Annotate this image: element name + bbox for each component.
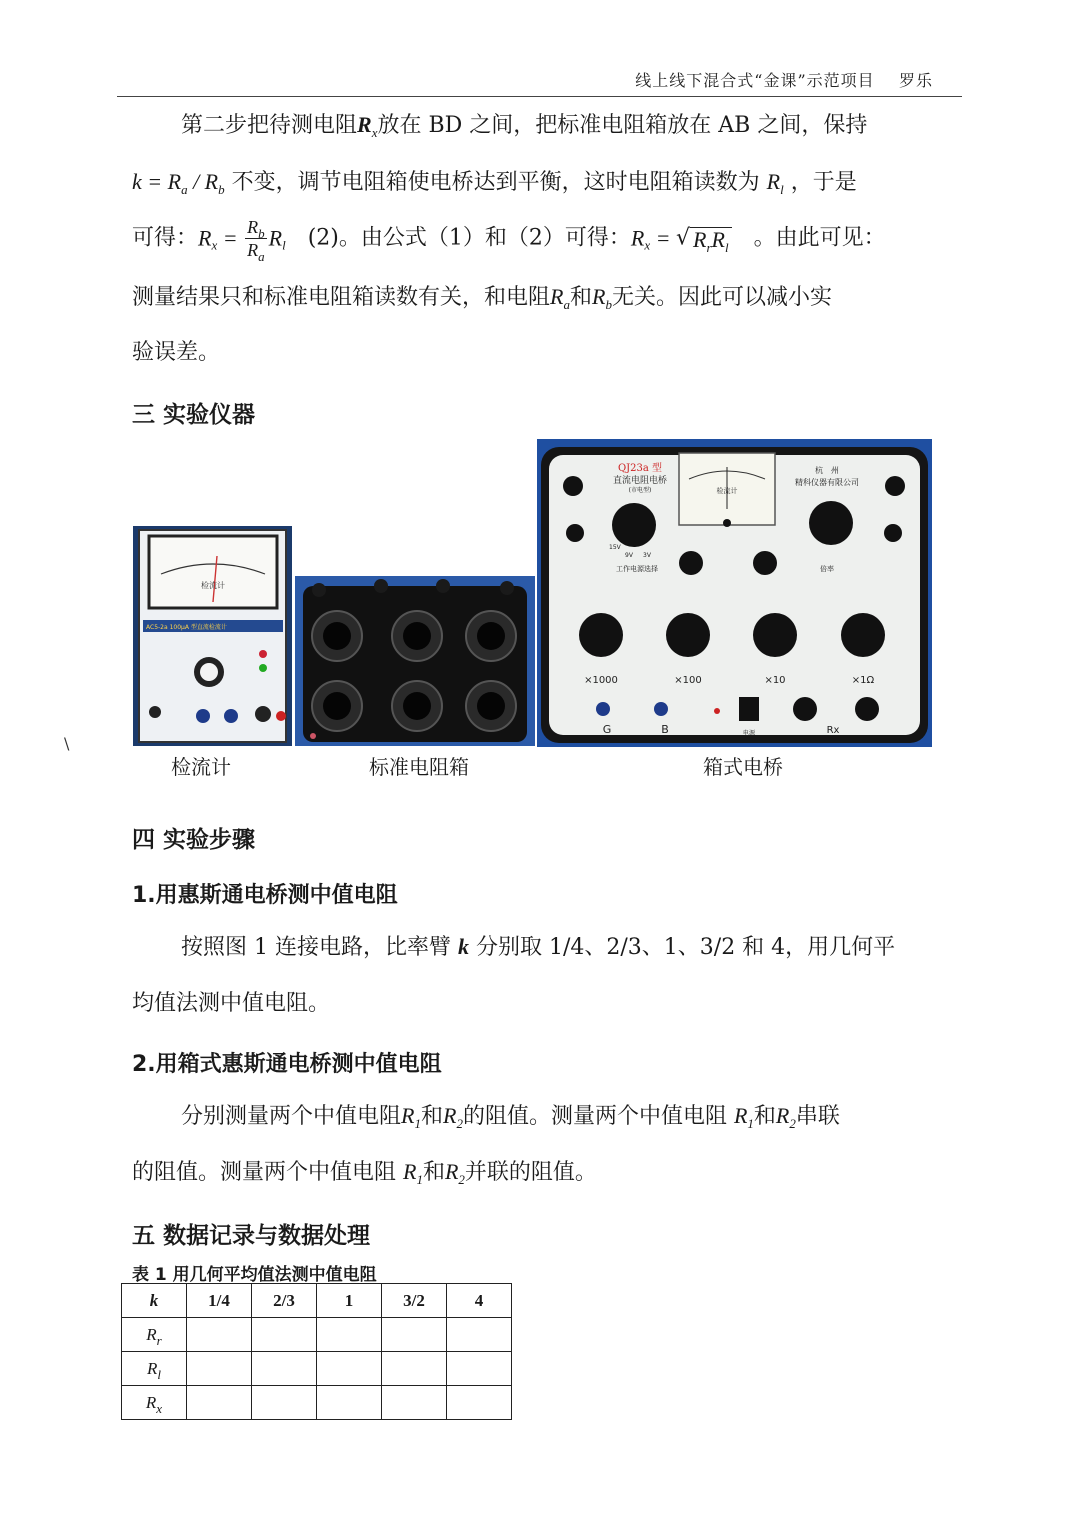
paragraph-line: 按照图 1 连接电路，比率臂 k 分别取 1/4、2/3、1、3/2 和 4，用几何平 — [181, 934, 896, 960]
terminal-b-label: B — [661, 723, 669, 736]
section-heading: 三 实验仪器 — [132, 402, 256, 428]
paragraph-line: 第二步把待测电阻$R_x$放在 BD 之间，把标准电阻箱放在 AB 之间，保持 — [181, 112, 868, 140]
bridge-9v-label: 9V — [625, 552, 633, 559]
table-cell — [447, 1318, 512, 1352]
galvanometer-photo — [133, 526, 292, 746]
decade-label: ×10 — [764, 675, 786, 686]
paragraph-line: 分别测量两个中值电阻$R_1$和$R_2$的阻值。测量两个中值电阻 $R_1$和$R_2$串联 — [181, 1103, 840, 1131]
table-cell — [252, 1352, 317, 1386]
table-cell — [317, 1386, 382, 1420]
table-cell — [317, 1318, 382, 1352]
row-label: $R_r$ — [122, 1318, 187, 1352]
table-header-row — [122, 1284, 512, 1318]
table-cell — [252, 1386, 317, 1420]
paragraph-line: 的阻值。测量两个中值电阻 $R_1$和$R_2$并联的阻值。 — [132, 1159, 597, 1187]
data-table — [121, 1283, 512, 1420]
terminal-g-label: G — [602, 723, 612, 736]
margin-mark: \ — [64, 734, 70, 753]
table-header-k: k — [122, 1284, 187, 1318]
subsection-heading: 2.用箱式惠斯通电桥测中值电阻 — [132, 1052, 442, 1077]
bridge-3v-label: 3V — [643, 552, 651, 559]
table-cell — [252, 1318, 317, 1352]
bridge-ratio-label: 倍率 — [820, 565, 834, 573]
table-cell — [382, 1386, 447, 1420]
table-cell — [382, 1318, 447, 1352]
subsection-heading: 1.用惠斯通电桥测中值电阻 — [132, 883, 398, 908]
section-heading: 五 数据记录与数据处理 — [132, 1223, 371, 1249]
header-author: 罗乐 — [898, 71, 933, 90]
decade-label: ×1000 — [584, 675, 618, 686]
paragraph-line: 均值法测中值电阻。 — [132, 991, 331, 1016]
sqrt-radicand: $R_rR_l$ — [690, 227, 732, 251]
table-header-cell: 1/4 — [187, 1284, 252, 1318]
decade-label: ×1Ω — [851, 675, 875, 686]
fraction: $\frac{R_b}{R_a}$ — [247, 217, 265, 264]
row-label: $R_x$ — [122, 1386, 187, 1420]
bridge-name-label: 直流电阻电桥 — [612, 476, 668, 486]
table-header-cell: 1 — [317, 1284, 382, 1318]
power-switch-label: 电源 — [742, 730, 756, 737]
table-header-cell: 3/2 — [382, 1284, 447, 1318]
table-row — [122, 1352, 512, 1386]
box-bridge-photo — [537, 439, 932, 747]
resistance-box-photo — [295, 576, 535, 746]
table-cell — [187, 1352, 252, 1386]
galv-model-label: AC5-2a 100μA 型直流检流计 — [146, 624, 227, 631]
table-row — [122, 1386, 512, 1420]
bridge-maker-label-1: 杭 州 — [815, 466, 839, 475]
section-heading: 四 实验步骤 — [132, 827, 256, 853]
table-cell — [447, 1386, 512, 1420]
galv-dial-label: 检流计 — [201, 581, 225, 590]
running-header — [0, 68, 933, 91]
paragraph-line: 可得：$R_x$ = $\frac{R_b}{R_a}$ $R_l$ (2)。由公式（1）和（2）可得：$R_x$ = √ $R_rR_l$ 。由此可见： — [132, 217, 886, 264]
table-cell — [187, 1318, 252, 1352]
header-title: 线上线下混合式“金课”示范项目 — [635, 71, 875, 90]
table-caption: 表 1 用几何平均值法测中值电阻 — [132, 1265, 377, 1285]
table-cell — [447, 1352, 512, 1386]
header-rule — [117, 96, 962, 97]
table-cell — [317, 1352, 382, 1386]
bridge-15v-label: 15V — [609, 544, 621, 551]
caption-galvanometer: 检流计 — [171, 755, 231, 779]
bridge-model-label: QJ23a 型 — [617, 463, 663, 474]
table-row — [122, 1318, 512, 1352]
row-label: $R_l$ — [122, 1352, 187, 1386]
paragraph-line: 测量结果只和标准电阻箱读数有关，和电阻$R_a$和$R_b$无关。因此可以减小实 — [132, 284, 832, 312]
bridge-sub-label: (市电型) — [628, 487, 652, 494]
bridge-meter-label: 检流计 — [716, 487, 738, 495]
bridge-power-select-label: 工作电源选择 — [616, 565, 658, 573]
paragraph-line: 验误差。 — [132, 340, 221, 365]
table-cell — [187, 1386, 252, 1420]
table-header-cell: 2/3 — [252, 1284, 317, 1318]
table-header-cell: 4 — [447, 1284, 512, 1318]
paragraph-line: $k = R_a / R_b$ 不变，调节电阻箱使电桥达到平衡，这时电阻箱读数为 $R_l$ ，于是 — [132, 169, 857, 197]
caption-box-bridge: 箱式电桥 — [703, 755, 783, 779]
table-cell — [382, 1352, 447, 1386]
caption-resistance-box: 标准电阻箱 — [369, 755, 469, 779]
bridge-maker-label-2: 精科仪器有限公司 — [795, 478, 859, 487]
terminal-rx-label: Rx — [826, 725, 840, 736]
decade-label: ×100 — [674, 675, 702, 686]
